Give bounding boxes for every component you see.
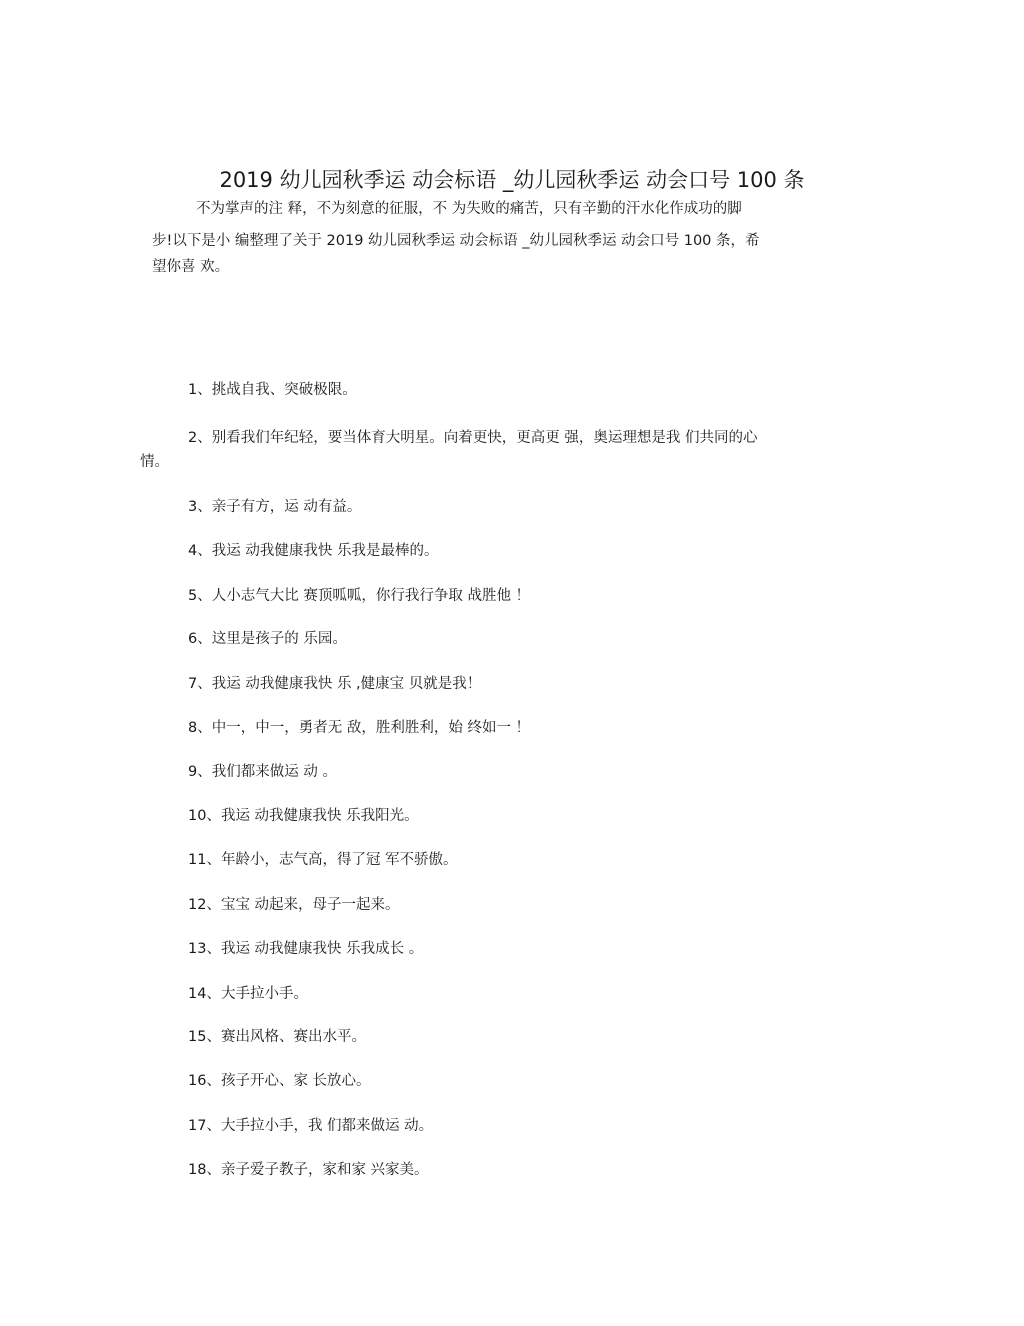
- list-item: 9、我们都来做运 动 。: [188, 764, 337, 780]
- intro-line-1: 不为掌声的注 释，不为刻意的征服，不 为失败的痛苦，只有辛勤的汗水化作成功的脚: [196, 201, 742, 217]
- list-item: 10、我运 动我健康我快 乐我阳光。: [188, 808, 419, 824]
- list-item: 16、孩子开心、家 长放心。: [188, 1073, 371, 1089]
- list-item: 5、人小志气大比 赛顶呱呱，你行我行争取 战胜他 ！: [188, 588, 531, 604]
- list-item: 18、亲子爱子教子，家和家 兴家美。: [188, 1162, 429, 1178]
- list-item: 17、大手拉小手，我 们都来做运 动。: [188, 1118, 434, 1134]
- list-item: 11、年龄小，志气高，得了冠 军不骄傲。: [188, 852, 458, 868]
- list-item: 15、赛出风格、赛出水平。: [188, 1029, 366, 1045]
- list-item: 8、中一，中一，勇者无 敌，胜利胜利，始 终如一 ！: [188, 720, 531, 736]
- list-item: 6、这里是孩子的 乐园。: [188, 631, 347, 647]
- intro-line-3: 望你喜 欢。: [152, 259, 230, 275]
- list-item: 3、亲子有方，运 动有益。: [188, 499, 362, 515]
- list-item: 2、别看我们年纪轻，要当体育大明星。向着更快，更高更 强，奥运理想是我 们共同的心: [188, 430, 758, 446]
- list-item: 12、宝宝 动起来，母子一起来。: [188, 897, 400, 913]
- list-item: 7、我运 动我健康我快 乐 ,健康宝 贝就是我！: [188, 676, 482, 692]
- list-item: 4、我运 动我健康我快 乐我是最棒的。: [188, 543, 439, 559]
- list-item: 14、大手拉小手。: [188, 986, 308, 1002]
- intro-line-2: 步!以下是小 编整理了关于 2019 幼儿园秋季运 动会标语 _幼儿园秋季运 动会口号 100 条，希: [152, 233, 760, 249]
- list-item-continuation: 情。: [140, 454, 169, 470]
- page-title: 2019 幼儿园秋季运 动会标语 _幼儿园秋季运 动会口号 100 条: [219, 168, 805, 192]
- list-item: 13、我运 动我健康我快 乐我成长 。: [188, 941, 424, 957]
- list-item: 1、挑战自我、突破极限。: [188, 382, 357, 398]
